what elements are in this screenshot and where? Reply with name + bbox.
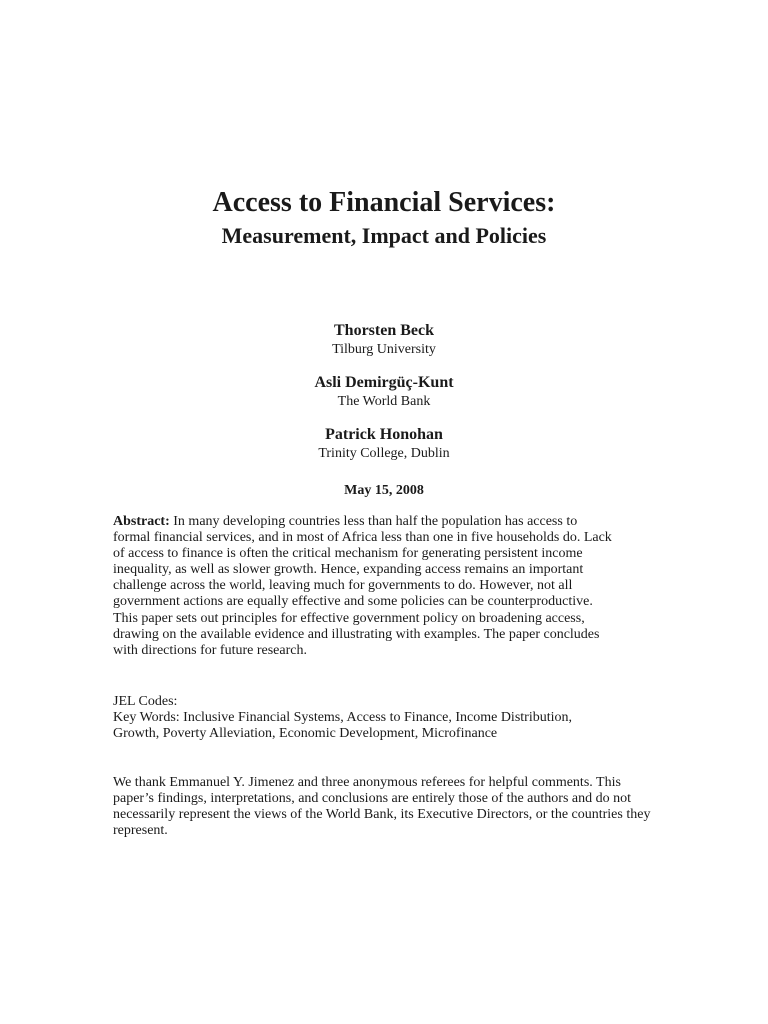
author-entry — [0, 425, 768, 463]
abstract-line: inequality, as well as slower growth. Hence, expanding access remains an important — [113, 562, 584, 578]
abstract — [113, 514, 703, 659]
acknowledgement — [113, 775, 703, 839]
author-affiliation: Tilburg University — [332, 342, 436, 357]
abstract-line: drawing on the available evidence and illustrating with examples. The paper concludes — [113, 626, 600, 642]
abstract-line: formal financial services, and in most of Africa less than one in five households do. Lack — [113, 530, 612, 546]
abstract-line: government actions are equally effective and some policies can be counterproductive. — [113, 594, 593, 610]
abstract-line: challenge across the world, leaving much for governments to do. However, not all — [113, 578, 573, 594]
author-affiliation: Trinity College, Dublin — [318, 446, 450, 461]
acknowledgement-line: paper’s findings, interpretations, and conclusions are entirely those of the authors and do not — [113, 791, 631, 807]
paper-title: Access to Financial Services: — [212, 187, 556, 218]
paper-subtitle: Measurement, Impact and Policies — [221, 223, 547, 248]
acknowledgement-line: represent. — [113, 823, 168, 839]
abstract-text: In many developing countries less than half the population has access to — [169, 514, 578, 529]
author-name: Thorsten Beck — [334, 322, 434, 339]
title-block — [0, 186, 768, 250]
author-entry — [0, 321, 768, 359]
abstract-line — [113, 514, 703, 530]
author-affiliation: The World Bank — [337, 394, 431, 409]
publication-date: May 15, 2008 — [344, 483, 424, 498]
abstract-label: Abstract: — [113, 514, 170, 529]
jel-keywords — [113, 694, 703, 742]
acknowledgement-line: necessarily represent the views of the World Bank, its Executive Directors, or the countries they — [113, 807, 651, 823]
keywords-line: Growth, Poverty Alleviation, Economic Development, Microfinance — [113, 726, 498, 742]
abstract-line: This paper sets out principles for effective government policy on broadening access, — [113, 610, 585, 626]
author-list — [0, 321, 768, 477]
acknowledgement-line: We thank Emmanuel Y. Jimenez and three anonymous referees for helpful comments. This — [113, 775, 621, 790]
keywords-line: Key Words: Inclusive Financial Systems, Access to Finance, Income Distribution, — [113, 710, 572, 726]
author-name: Asli Demirgüç-Kunt — [314, 374, 454, 391]
author-name: Patrick Honohan — [325, 426, 443, 443]
abstract-line: of access to finance is often the critical mechanism for generating persistent income — [113, 546, 583, 562]
jel-codes: JEL Codes: — [113, 694, 178, 709]
author-entry — [0, 373, 768, 411]
abstract-line: with directions for future research. — [113, 642, 307, 658]
